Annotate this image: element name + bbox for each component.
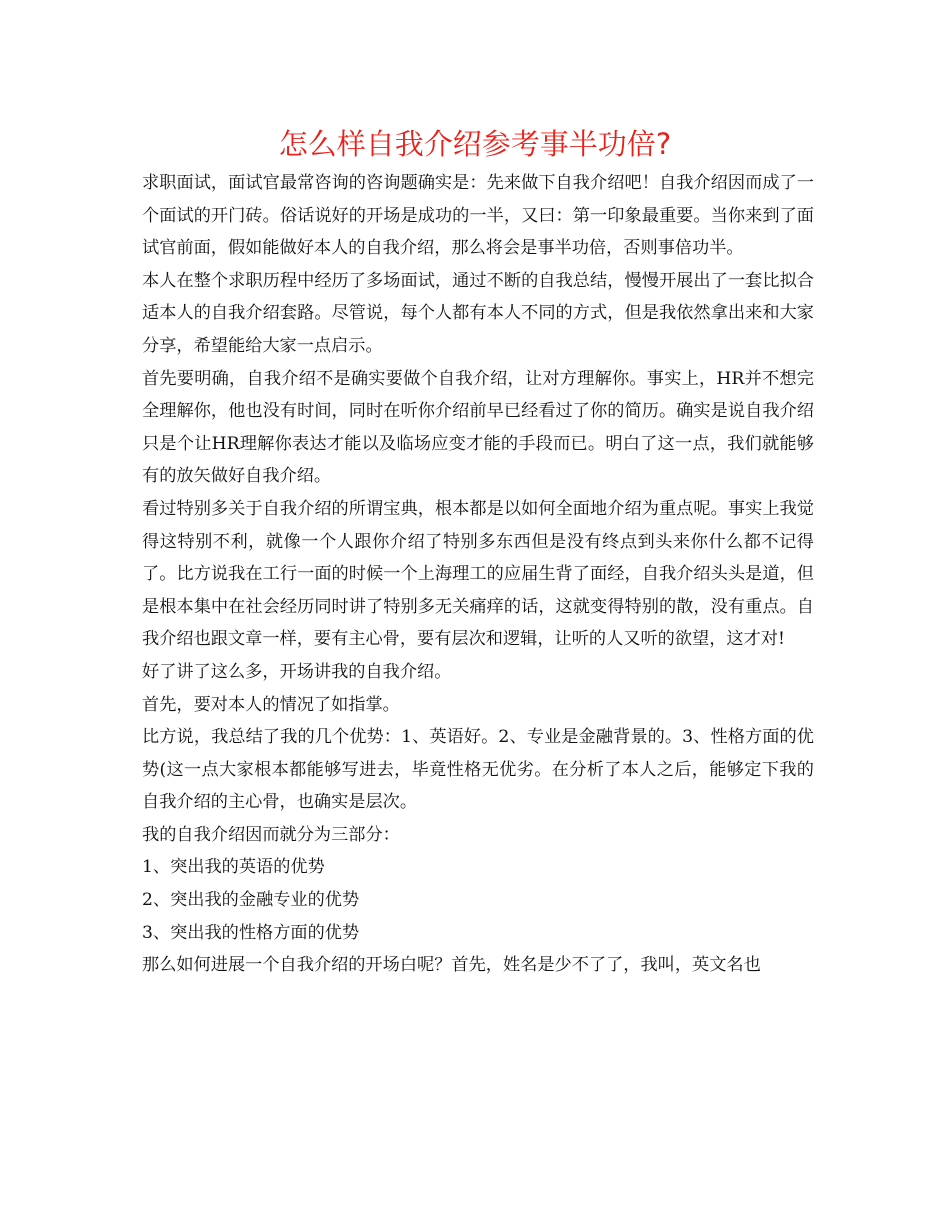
paragraph: 看过特别多关于自我介绍的所谓宝典，根本都是以如何全面地介绍为重点呢。事实上我觉得这特别不利，就像一个人跟你介绍了特别多东西但是没有终点到头来你什么都不记得了。比方说我在工行一面的时候一个上海理工的应届生背了面经，自我介绍头头是道，但是根本集中在社会经历同时讲了特别多无关痛痒的话，这就变得特别的散，没有重点。自我介绍也跟文章一样，要有主心骨，要有层次和逻辑，让听的人又听的欲望，这才对! — [142, 498, 814, 650]
paragraph: 首先要明确，自我介绍不是确实要做个自我介绍，让对方理解你。事实上，HR并不想完全理解你，他也没有时间，同时在听你介绍前早已经看过了你的简历。确实是说自我介绍只是个让HR理解你表达才能以及临场应变才能的手段而已。明白了这一点，我们就能够有的放矢做好自我介绍。 — [142, 368, 814, 487]
paragraph: 比方说，我总结了我的几个优势：1、英语好。2、专业是金融背景的。3、性格方面的优势(这一点大家根本都能够写进去，毕竟性格无优劣。在分析了本人之后，能够定下我的自我介绍的主心骨，也确实是层次。 — [142, 727, 814, 813]
paragraph: 求职面试，面试官最常咨询的咨询题确实是：先来做下自我介绍吧！自我介绍因而成了一个面试的开门砖。俗话说好的开场是成功的一半，又曰：第一印象最重要。当你来到了面试官前面，假如能做好本人的自我介绍，那么将会是事半功倍，否则事倍功半。 — [142, 173, 814, 259]
list-item: 3、突出我的性格方面的优势 — [142, 922, 360, 943]
paragraph: 首先，要对本人的情况了如指掌。 — [142, 694, 400, 715]
document-title: 怎么样自我介绍参考事半功倍? — [278, 127, 672, 161]
document-body — [142, 167, 814, 982]
paragraph: 本人在整个求职历程中经历了多场面试，通过不断的自我总结，慢慢开展出了一套比拟合适本人的自我介绍套路。尽管说，每个人都有本人不同的方式，但是我依然拿出来和大家分享，希望能给大家一点启示。 — [142, 270, 814, 356]
list-item: 1、突出我的英语的优势 — [142, 857, 325, 878]
paragraph: 我的自我介绍因而就分为三部分： — [142, 824, 400, 845]
list-item: 2、突出我的金融专业的优势 — [142, 890, 360, 911]
paragraph: 那么如何进展一个自我介绍的开场白呢？首先，姓名是少不了了，我叫，英文名也 — [142, 955, 761, 976]
paragraph: 好了讲了这么多，开场讲我的自我介绍。 — [142, 661, 452, 682]
